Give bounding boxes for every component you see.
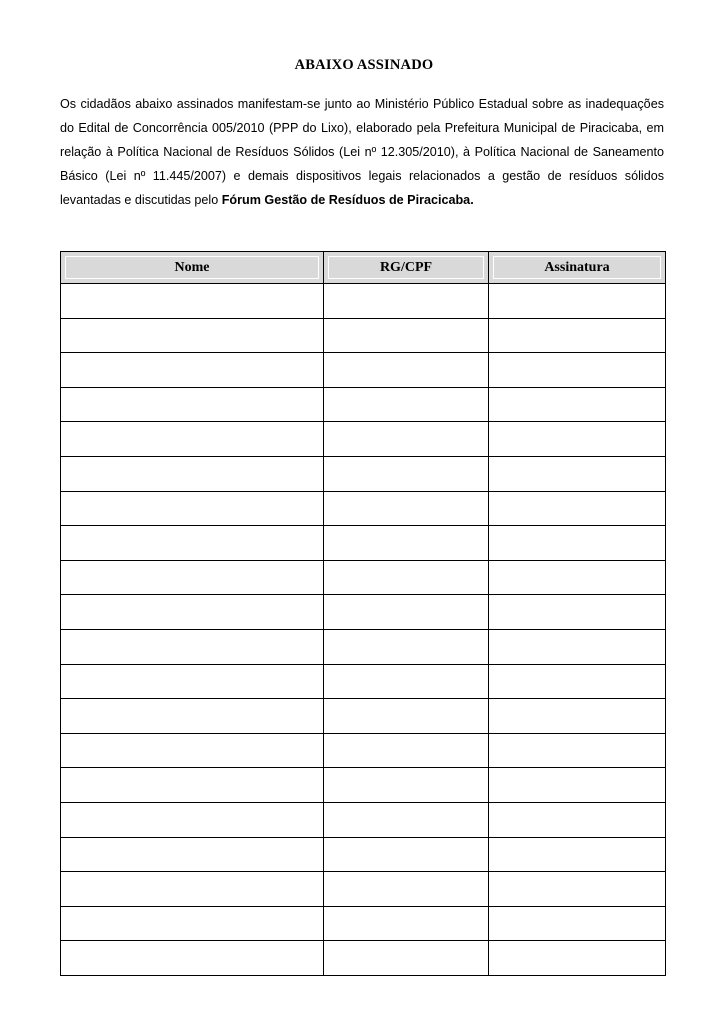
name-cell	[61, 387, 324, 422]
column-header-name	[61, 252, 324, 284]
id-cell	[324, 318, 489, 353]
table-row	[61, 456, 666, 491]
table-row	[61, 733, 666, 768]
intro-paragraph	[60, 92, 664, 212]
id-cell	[324, 768, 489, 803]
table-row	[61, 318, 666, 353]
table-row	[61, 353, 666, 388]
signature-cell	[489, 318, 666, 353]
id-cell	[324, 387, 489, 422]
table-row	[61, 837, 666, 872]
id-cell	[324, 422, 489, 457]
signature-cell	[489, 595, 666, 630]
signature-cell	[489, 733, 666, 768]
name-cell	[61, 353, 324, 388]
signature-cell	[489, 560, 666, 595]
signature-cell	[489, 906, 666, 941]
column-header-id	[324, 252, 489, 284]
table-row	[61, 699, 666, 734]
column-header-signature-label: Assinatura	[544, 259, 610, 275]
table-row	[61, 526, 666, 561]
signature-cell	[489, 456, 666, 491]
id-cell	[324, 629, 489, 664]
name-cell	[61, 699, 324, 734]
signature-cell	[489, 353, 666, 388]
table-row	[61, 629, 666, 664]
signature-cell	[489, 941, 666, 976]
table-row	[61, 872, 666, 907]
id-cell	[324, 906, 489, 941]
id-cell	[324, 353, 489, 388]
table-row	[61, 387, 666, 422]
signature-cell	[489, 387, 666, 422]
column-header-name-label: Nome	[174, 259, 210, 275]
id-cell	[324, 560, 489, 595]
name-cell	[61, 422, 324, 457]
signature-cell	[489, 526, 666, 561]
table-row	[61, 422, 666, 457]
document-title: ABAIXO ASSINADO	[294, 57, 434, 73]
id-cell	[324, 456, 489, 491]
signature-cell	[489, 872, 666, 907]
id-cell	[324, 941, 489, 976]
signature-cell	[489, 664, 666, 699]
id-cell	[324, 699, 489, 734]
id-cell	[324, 284, 489, 319]
name-cell	[61, 733, 324, 768]
name-cell	[61, 802, 324, 837]
id-cell	[324, 595, 489, 630]
name-cell	[61, 872, 324, 907]
name-cell	[61, 768, 324, 803]
table-row	[61, 768, 666, 803]
table-row	[61, 941, 666, 976]
table-row	[61, 284, 666, 319]
id-cell	[324, 837, 489, 872]
id-cell	[324, 802, 489, 837]
table-row	[61, 906, 666, 941]
name-cell	[61, 318, 324, 353]
signature-cell	[489, 837, 666, 872]
name-cell	[61, 560, 324, 595]
intro-text: Os cidadãos abaixo assinados manifestam-se junto ao Ministério Público Estadual sobre as inadequações do Edital de Concorrência 005/2010 (PPP do Lixo), elaborado pela Prefeitura Municipal de Piracicaba, em relação à Política Nacional de Resíduos Sólidos (Lei nº 12.305/2010), à Política Nacional de Saneamento Básico (Lei nº 11.445/2007) e demais dispositivos legais relacionados a gestão de resíduos sólidos levantadas e discutidas pelo	[60, 97, 664, 207]
signature-cell	[489, 802, 666, 837]
column-header-id-label: RG/CPF	[379, 259, 433, 275]
table-header-row	[61, 252, 666, 284]
name-cell	[61, 941, 324, 976]
name-cell	[61, 664, 324, 699]
name-cell	[61, 284, 324, 319]
name-cell	[61, 906, 324, 941]
signature-cell	[489, 491, 666, 526]
table-row	[61, 491, 666, 526]
name-cell	[61, 526, 324, 561]
table-row	[61, 664, 666, 699]
id-cell	[324, 733, 489, 768]
id-cell	[324, 491, 489, 526]
table-row	[61, 560, 666, 595]
name-cell	[61, 456, 324, 491]
signature-cell	[489, 284, 666, 319]
signature-cell	[489, 629, 666, 664]
name-cell	[61, 837, 324, 872]
signature-cell	[489, 768, 666, 803]
signature-table	[60, 251, 666, 976]
column-header-signature	[489, 252, 666, 284]
signature-table-body	[61, 284, 666, 976]
name-cell	[61, 595, 324, 630]
table-row	[61, 802, 666, 837]
table-row	[61, 595, 666, 630]
signature-cell	[489, 422, 666, 457]
name-cell	[61, 629, 324, 664]
id-cell	[324, 872, 489, 907]
signature-cell	[489, 699, 666, 734]
id-cell	[324, 664, 489, 699]
forum-name: Fórum Gestão de Resíduos de Piracicaba.	[221, 193, 474, 207]
id-cell	[324, 526, 489, 561]
name-cell	[61, 491, 324, 526]
